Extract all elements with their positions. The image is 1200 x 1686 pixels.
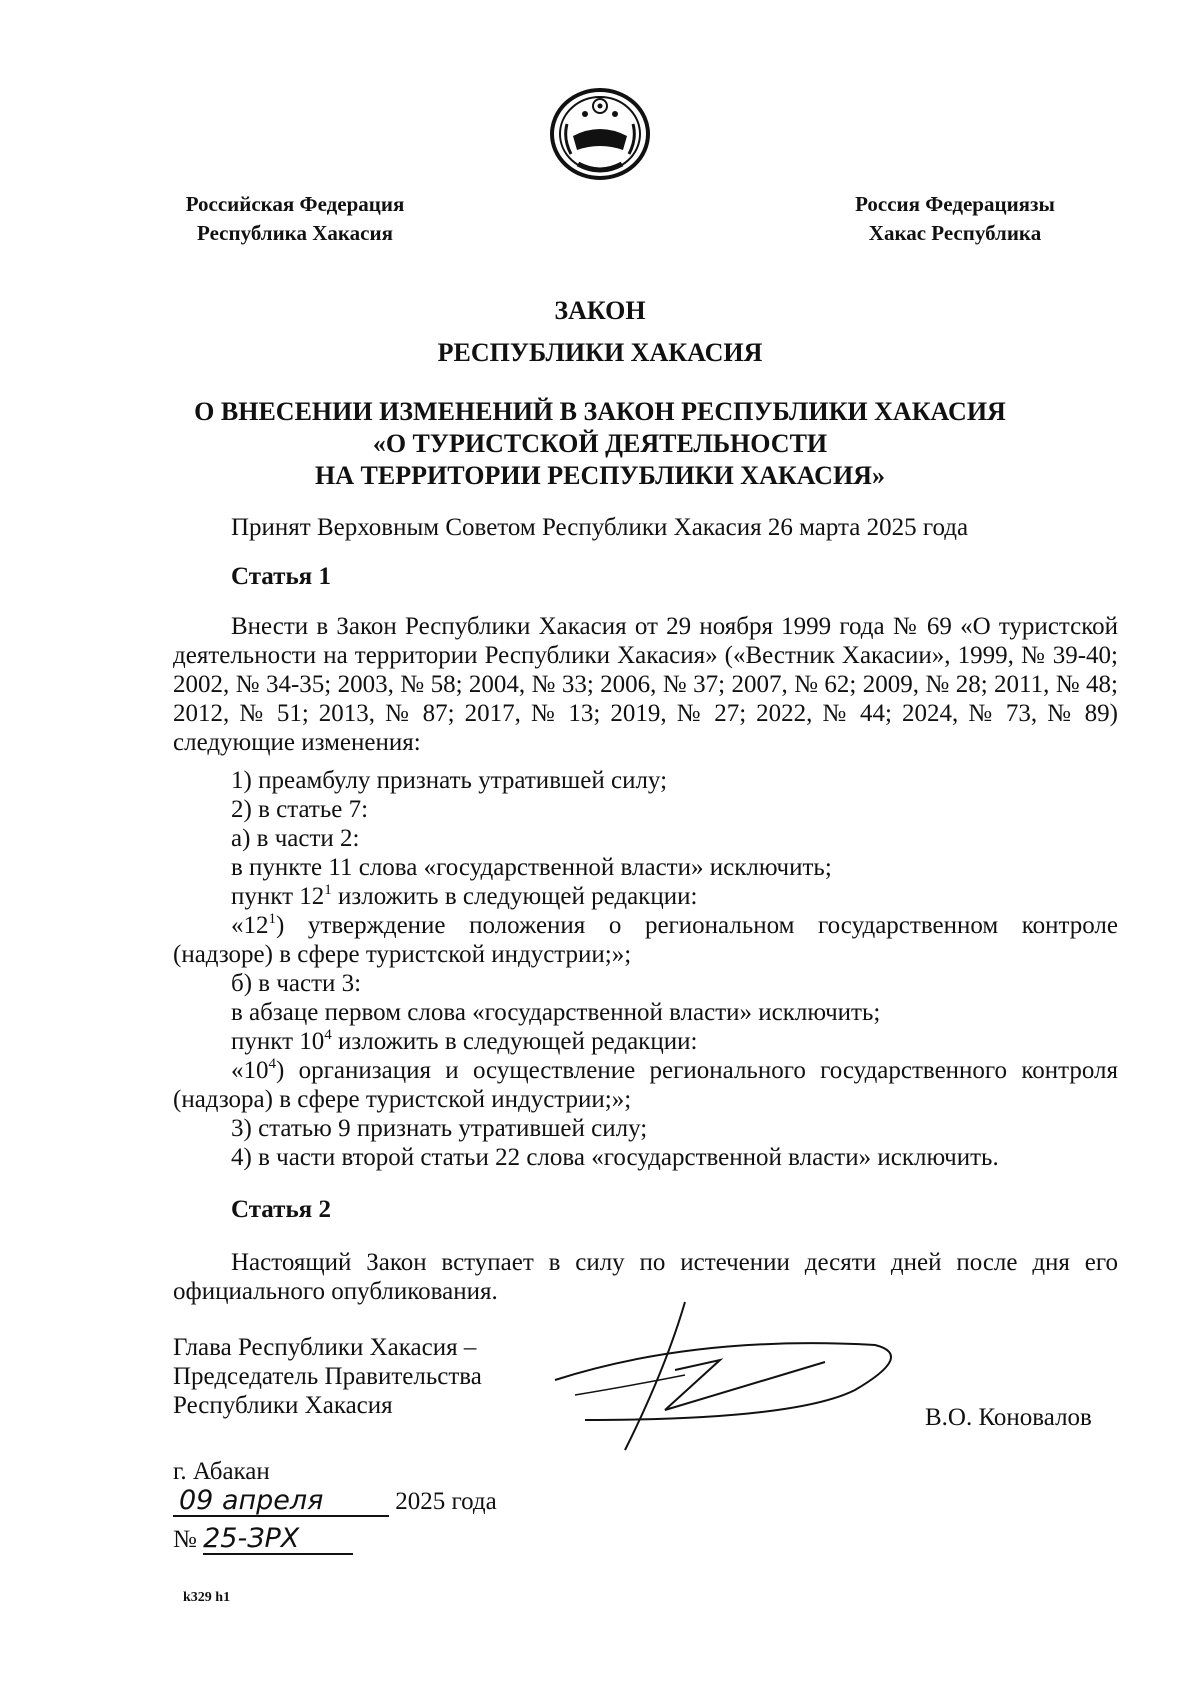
point-label: «12 (231, 912, 269, 939)
adopted-line: Принят Верховным Советом Республики Хакасия 26 марта 2025 года (231, 514, 969, 541)
article-1-item-2b-3 (173, 1056, 1118, 1114)
article-1-heading: Статья 1 (231, 563, 331, 590)
signatory-title-line3: Республики Хакасия (173, 1392, 393, 1419)
law-title (0, 290, 1200, 374)
header-left-line2: Республика Хакасия (197, 221, 393, 245)
superscript: 4 (324, 1027, 332, 1043)
point-text: изложить в следующей редакции: (331, 1028, 698, 1055)
article-1-item-2a-2 (231, 882, 697, 911)
law-title-line2: РЕСПУБЛИКИ ХАКАСИЯ (437, 338, 763, 367)
document-code: k329 h1 (183, 1590, 231, 1605)
law-subtitle-line2: «О ТУРИСТСКОЙ ДЕЯТЕЛЬНОСТИ (372, 429, 828, 458)
article-1-item-2a-1: в пункте 11 слова «государственной власти» исключить; (231, 854, 832, 881)
signatory-title (173, 1333, 482, 1420)
article-1-item-2b-2 (231, 1027, 697, 1056)
article-1-item-2a: а) в части 2: (231, 825, 360, 852)
date-year: 2025 года (395, 1488, 497, 1515)
signatory-name: В.О. Коновалов (925, 1404, 1092, 1431)
law-title-line1: ЗАКОН (554, 296, 646, 325)
article-2-text: Настоящий Закон вступает в силу по истечении десяти дней после дня его официального опубликования. (173, 1249, 1118, 1305)
place-city: г. Абакан (173, 1458, 270, 1485)
signatory-title-line1: Глава Республики Хакасия – (173, 1334, 477, 1361)
article-2-heading: Статья 2 (231, 1196, 331, 1223)
superscript: 4 (268, 1056, 276, 1072)
article-1-item-2a-3 (173, 911, 1118, 969)
date-handwritten: 09 апреля (173, 1486, 389, 1517)
header-left-line1: Российская Федерация (185, 192, 405, 216)
article-1-item-4: 4) в части второй статьи 22 слова «государственной власти» исключить. (231, 1144, 999, 1171)
point-text: ) утверждение положения о региональном государственном контроле (надзоре) в сфере туристской индустрии;»; (173, 912, 1118, 968)
header-left (160, 190, 430, 248)
law-number (173, 1524, 353, 1555)
article-1-item-2b: б) в части 3: (231, 970, 362, 997)
article-1-item-2: 2) в статье 7: (231, 796, 369, 823)
law-subtitle-line3: НА ТЕРРИТОРИИ РЕСПУБЛИКИ ХАКАСИЯ» (315, 461, 885, 490)
point-text: ) организация и осуществление регионального государственного контроля (надзора) в сфере туристской индустрии;»; (173, 1057, 1118, 1113)
article-1-item-2b-1: в абзаце первом слова «государственной власти» исключить; (231, 999, 881, 1026)
law-subtitle-line1: О ВНЕСЕНИИ ИЗМЕНЕНИЙ В ЗАКОН РЕСПУБЛИКИ ХАКАСИЯ (194, 397, 1006, 426)
point-text: изложить в следующей редакции: (331, 883, 698, 910)
superscript: 1 (324, 882, 332, 898)
point-label: пункт 10 (231, 1028, 325, 1055)
header-right-line2: Хакас Республика (868, 221, 1042, 245)
signatory-title-line2: Председатель Правительства (173, 1363, 482, 1390)
superscript: 1 (268, 911, 276, 927)
article-1-intro: Внести в Закон Республики Хакасия от 29 ноября 1999 года № 69 «О туристской деятельности на территории Республики Хакасия» («Вестник Хакасии», 1999, № 39-40; 2002, № 34-35; 2003, № 58; 2004, № 33; 2006, № 37; 2007, № 62; 2009, № 28; 2011, № 48; 2012, № 51; 2013, № 87; 2017, № 13; 2019, № 27; 2022, № 44; 2024, № 73, № 89) следующие изменения: (173, 613, 1118, 756)
law-subtitle (0, 396, 1200, 492)
coat-of-arms-emblem (545, 84, 655, 184)
header-right (830, 190, 1080, 248)
number-label: № (173, 1526, 197, 1553)
handwritten-signature (545, 1300, 915, 1460)
khakassia-coat-of-arms-icon (545, 84, 655, 184)
article-1-item-1: 1) преамбулу признать утратившей силу; (231, 767, 668, 794)
header-right-line1: Россия Федерациязы (855, 192, 1055, 216)
signing-date (173, 1486, 497, 1517)
point-label: «10 (231, 1057, 269, 1084)
point-label: пункт 12 (231, 883, 325, 910)
article-1-item-3: 3) статью 9 признать утратившей силу; (231, 1115, 648, 1142)
number-handwritten: 25-ЗРХ (203, 1524, 353, 1555)
